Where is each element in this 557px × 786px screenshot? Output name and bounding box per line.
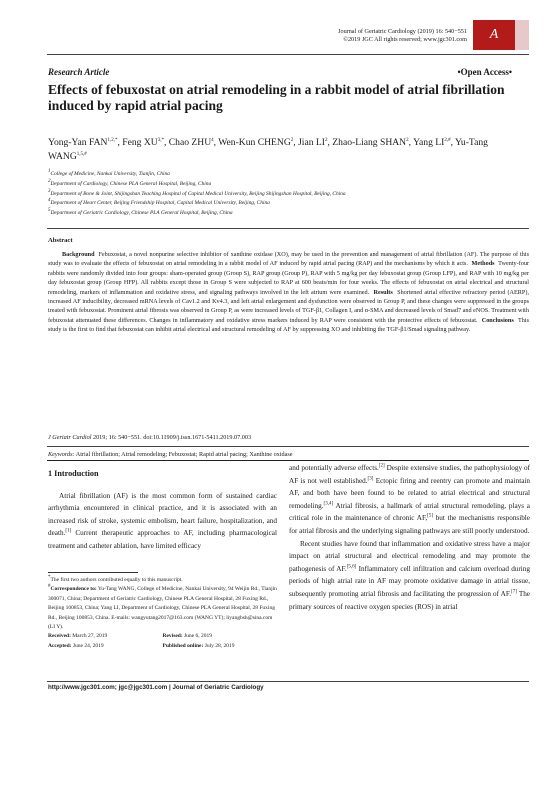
journal-citation-line: Journal of Geriatric Cardiology (2019) 16: 540−551 bbox=[338, 28, 467, 35]
author: Chao ZHU$^4$ bbox=[168, 137, 214, 148]
author: Feng $XU^{3,*}$ bbox=[122, 137, 164, 148]
journal-logo: A bbox=[473, 20, 515, 50]
body-top-rule bbox=[47, 460, 529, 461]
keywords-rule bbox=[47, 446, 529, 447]
article-type: Research Article bbox=[48, 67, 110, 77]
accepted-date: Accepted: June 24, 2019 bbox=[48, 642, 104, 649]
keywords-line: Keywords: Atrial fibrillation; Atrial remodeling; Febuxostat; Rapid atrial pacing; Xanthine oxidase bbox=[48, 451, 293, 458]
intro-paragraph: Atrial fibrillation (AF) is the most common form of sustained cardiac arrhythmia encountered in clinical practice, and it is associated with an increased risk of stroke, systemic embolism, heart failure, hospitalization, and death.[1] Current therapeutic approaches to AF, including pharmacological treatment and catheter ablation, have limited efficacy bbox=[48, 491, 277, 550]
intro-paragraph: Recent studies have found that inflammation and oxidative stress have a major impact on atrial structural and electrical remodeling and may promote the pathogenesis of AF.[5,6] Inflammatory cell infiltration and calcium overload during periods of high atrial rate in AF may promote oxidative damage in atrial tissue, subsequently promoting atrial fibrosis and facilitating the progression of AF.[7] The primary sources of reactive oxygen species (ROS) in atrial bbox=[289, 539, 530, 611]
left-column bbox=[48, 463, 277, 553]
author: Yu-Tang $WANG^{1,5,\#}$ bbox=[48, 137, 488, 162]
open-access-badge: •Open Access• bbox=[457, 67, 512, 77]
author: Yong-Yan $FAN^{1,2,*}$ bbox=[48, 137, 118, 148]
affiliation-list bbox=[48, 170, 528, 219]
abstract-top-rule bbox=[47, 228, 529, 229]
abstract-heading: Abstract bbox=[48, 237, 73, 244]
footnote-rule bbox=[48, 572, 138, 573]
journal-copyright-line: ©2019 JGC All rights reserved; www.jgc301.com bbox=[343, 36, 467, 43]
abstract-body bbox=[48, 250, 529, 335]
correspondence-note: #Correspondence to: Yu-Tang WANG, College of Medicine, Nankai University, 94 Weijin Rd., Tianjin 300071, China; Department of Geriatric Cardiology, Chinese PLA General Hospital, 28 Fuxing Rd., Beijing 100853, China; Yang LI, Department of Cardiology, Chinese PLA General Hospital, 28 Fuxing Rd., Beijing 100853, China. E-mails: wangyutang2017@163.com (WANG YT); liyangbsh@sina.com (LI Y). bbox=[48, 584, 277, 631]
revised-date: Revised: June 6, 2019 bbox=[162, 633, 213, 640]
citation-line: J Geriatr Cardiol 2019; 16: 540−551. doi:10.11909/j.issn.1671-5411.2019.07.003 bbox=[48, 434, 252, 441]
page-footer: http://www.jgc301.com; jgc@jgc301.com | Journal of Geriatric Cardiology bbox=[48, 684, 264, 691]
affiliation: $^3$Department of Bone & Joint, Shijingshan Teaching Hospital of Capital Medical University, Beijing Shijingshan Hospital, Beijing, China bbox=[48, 188, 346, 197]
received-date: Received: March 27, 2019 bbox=[48, 633, 108, 640]
author: Yang $LI^{2,\#}$ bbox=[413, 137, 451, 148]
author: Wen-Kun CHENG$^2$ bbox=[218, 137, 294, 148]
journal-header bbox=[197, 28, 467, 44]
author-list: Yong-Yan $FAN^{1,2,*}$, Feng $XU^{3,*}$, Chao ZHU$^4$, Wen-Kun CHENG$^2$, Jian $LI^2$, Zhao-Liang SHAN$^2$, Yang $LI^{2,\#}$, Yu-Tang $WANG^{1,5,\#}$ bbox=[48, 137, 488, 162]
journal-logo-tail bbox=[515, 20, 529, 50]
published-date: Published online: July 28, 2019 bbox=[162, 642, 235, 649]
article-title: Effects of febuxostat on atrial remodeling in a rabbit model of atrial fibrillation induced by rapid atrial pacing bbox=[48, 82, 505, 113]
author: Jian $LI^2$ bbox=[298, 137, 328, 148]
affiliation: $^5$Department of Geriatric Cardiology, Chinese PLA General Hospital, Beijing, China bbox=[48, 208, 233, 217]
right-column bbox=[289, 462, 530, 613]
equal-contribution-note: *The first two authors contributed equally to this manuscript. bbox=[48, 575, 183, 583]
section-heading-introduction: 1 Introduction bbox=[48, 469, 99, 478]
affiliation: $^4$Department of Heart Center, Beijing Friendship Hospital, Capital Medical University, Beijing, China bbox=[48, 198, 270, 207]
footer-rule bbox=[47, 681, 529, 682]
abstract-paragraph: Background Febuxostat, a novel nonpurine selective inhibitor of xanthine oxidase (XO), may be used in the prevention and management of atrial fibrillation (AF). The purpose of this study was to evaluate the effects of febuxostat on atrial remodeling in a rabbit model of AF induced by rapid atrial pacing (RAP) and the mechanisms by which it acts. Methods Twenty-four rabbits were randomly divided into four groups: sham-operated group (Group S), RAP group (Group P), RAP with 5 mg/kg per day febuxostat group (Group LFP), and RAP with 10 mg/kg per day febuxostat group (Group HFP). All rabbits except those in Group S were subjected to RAP at 600 beats/min for four weeks. The effects of febuxostat on atrial electrical and structural remodeling, markers of inflammation and oxidative stress, and signaling pathways involved in the left atrium were examined. Results Shortened atrial effective refractory period (AERP), increased AF inducibility, decreased mRNA levels of Cav1.2 and Kv4.3, and left atrial enlargement and dysfunction were observed in Group P, and these changes were suppressed in the groups treated with febuxostat. Prominent atrial fibrosis was observed in Group P, as were increased levels of TGF-β1, Collagen I, and α-SMA and decreased levels of Smad7 and eNOS. Treatment with febuxostat attenuated these differences. Changes in inflammatory and oxidative stress markers induced by RAP were consistent with the protective effects of febuxostat. Conclusions This study is the first to find that febuxostat can inhibit atrial electrical and structural remodeling of AF by suppressing XO and inhibiting the TGF-β1/Smad signaling pathway. bbox=[48, 251, 530, 334]
intro-paragraph-continued: and potentially adverse effects.[2] Despite extensive studies, the pathophysiology of AF is not well established.[3] Ectopic firing and reentry can promote and maintain AF, and both have been found to be related to atrial electrical and structural remodeling.[3,4] Atrial fibrosis, a hallmark of atrial structural remodeling, plays a critical role in the maintenance of chronic AF,[5] but the mechanisms responsible for atrial fibrosis and the underlying signaling pathways are still poorly understood. bbox=[289, 463, 530, 535]
author: Zhao-Liang SHAN$^2$ bbox=[332, 137, 409, 148]
footnotes bbox=[48, 572, 277, 651]
affiliation: $^2$Department of Cardiology, Chinese PLA General Hospital, Beijing, China bbox=[48, 179, 212, 187]
affiliation: $^1$College of Medicine, Nankai University, Tianjin, China bbox=[48, 169, 170, 177]
header-rule bbox=[47, 54, 529, 55]
manuscript-dates bbox=[48, 632, 277, 651]
